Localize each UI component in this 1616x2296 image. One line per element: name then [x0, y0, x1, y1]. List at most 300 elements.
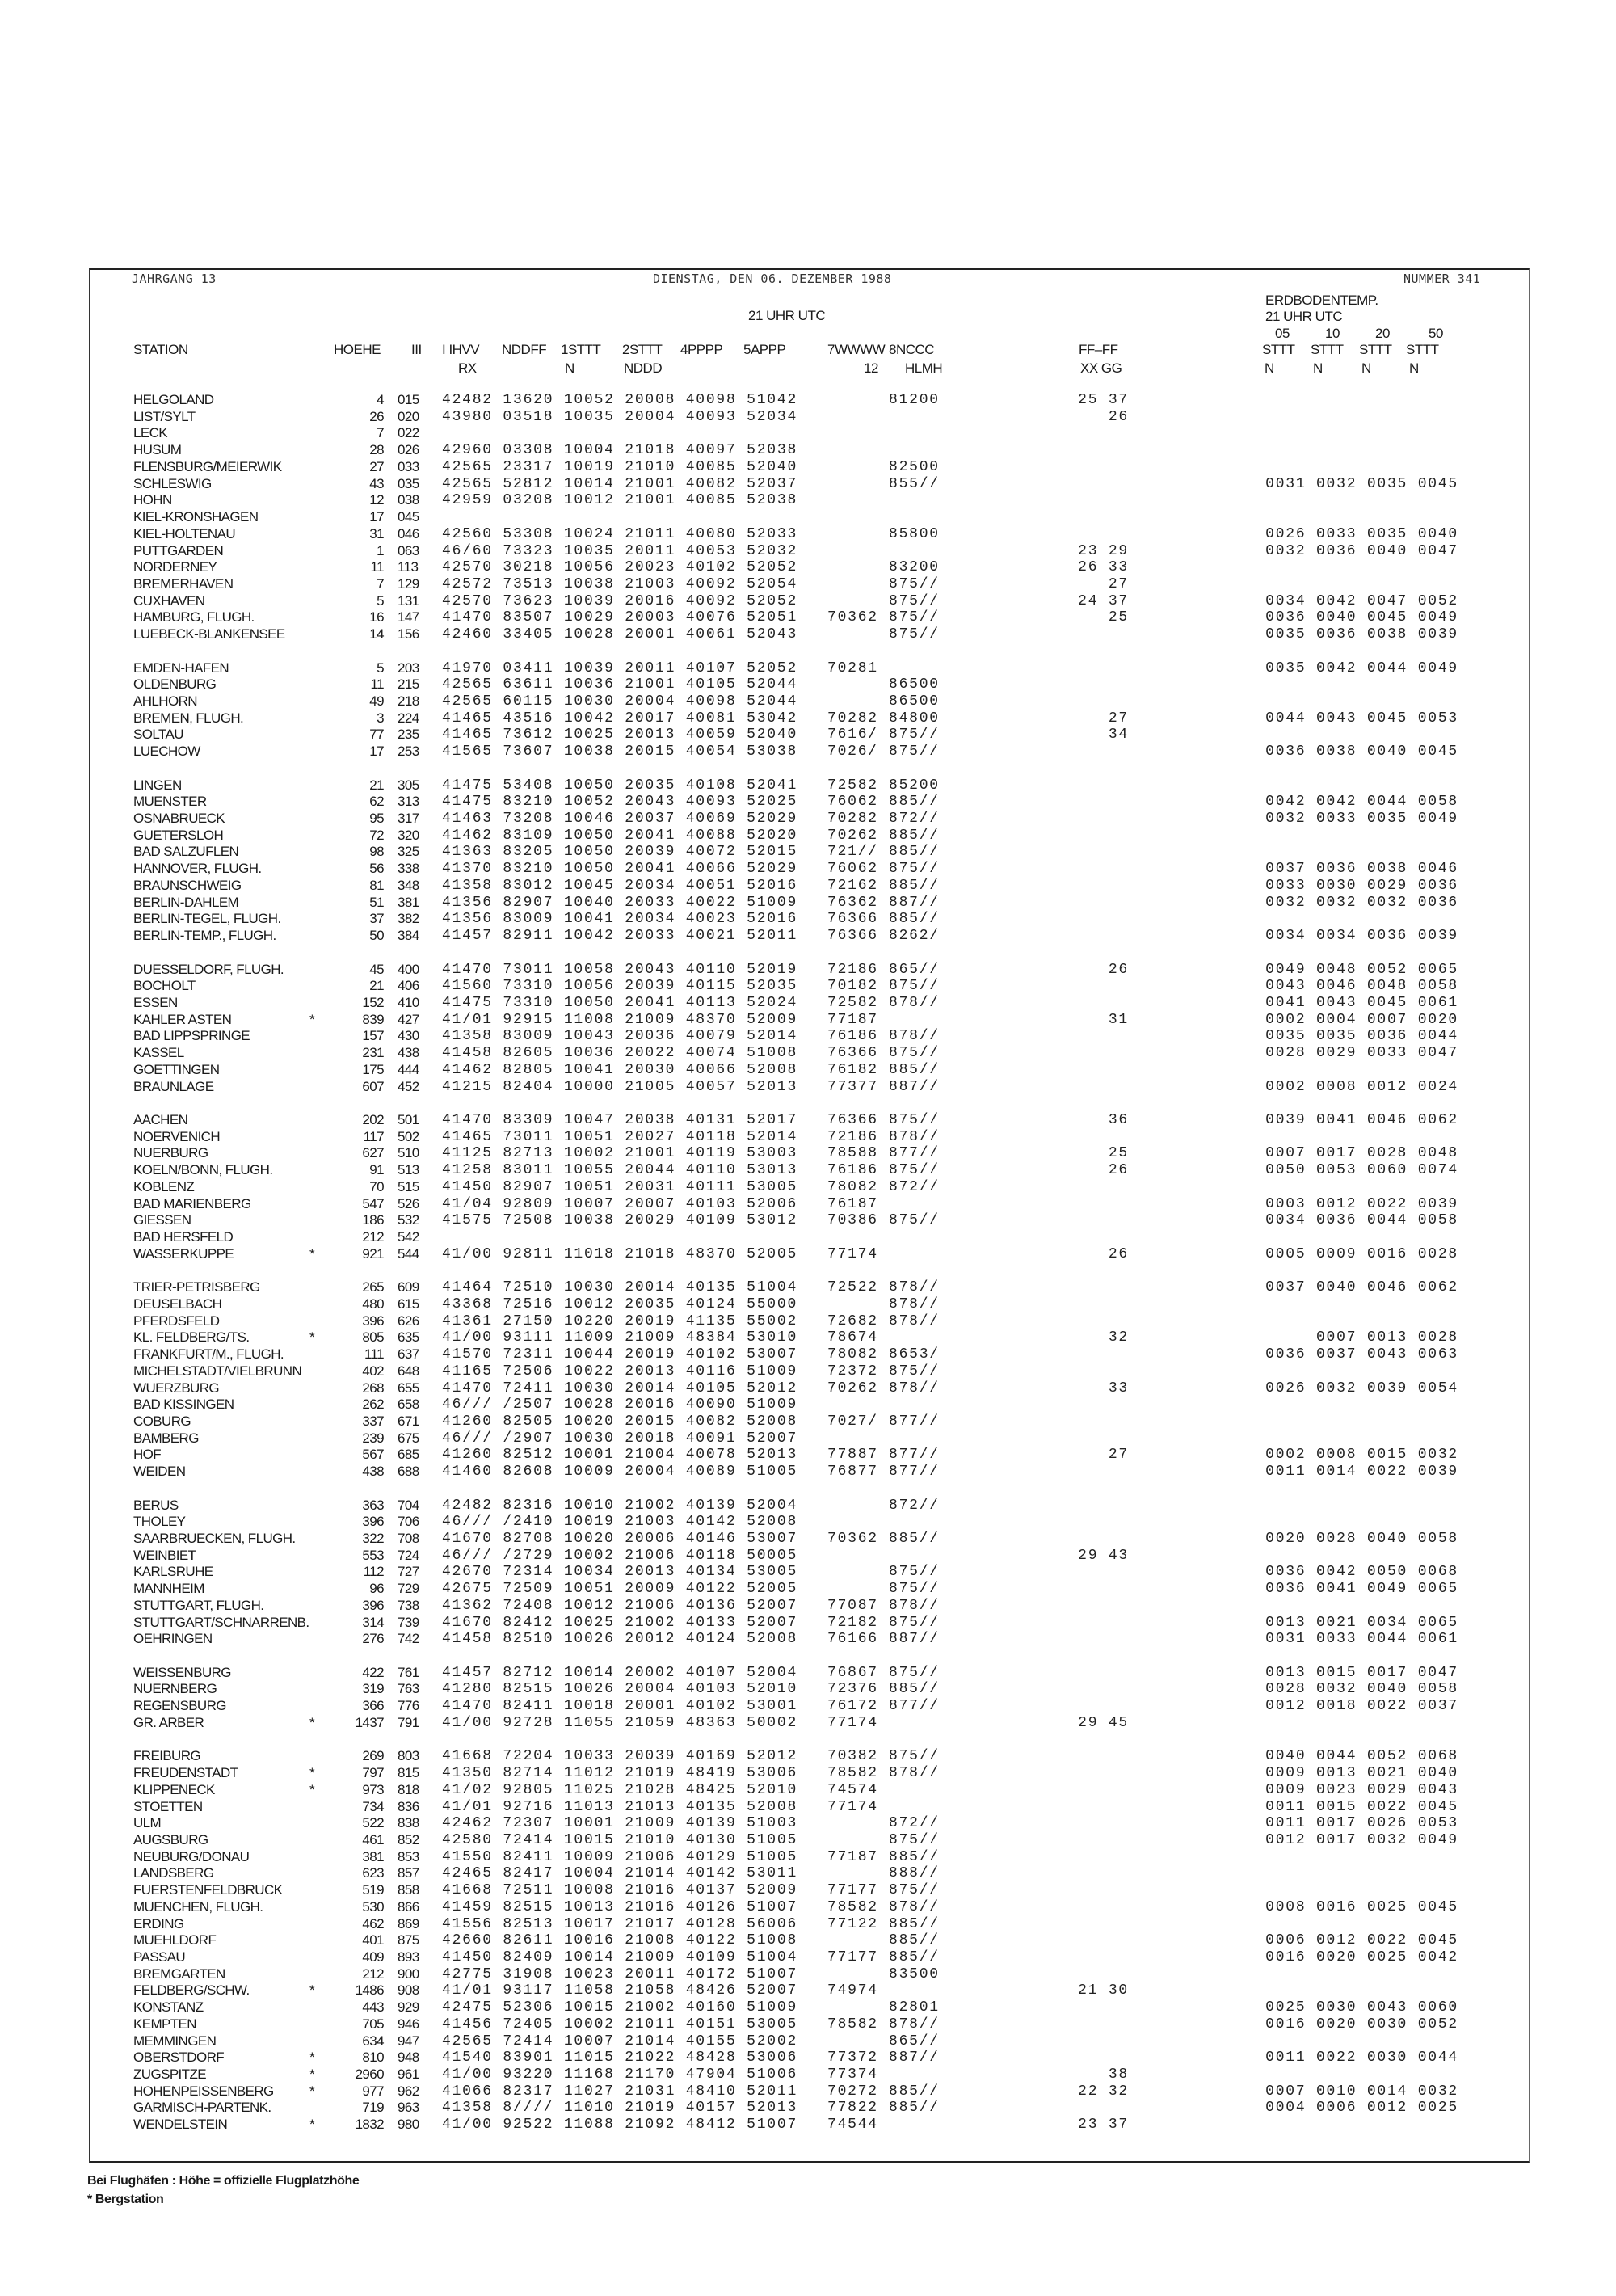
- table-row: [0, 861, 1616, 877]
- table-row: [0, 878, 1616, 894]
- table-row: [0, 609, 1616, 626]
- station-name: BAD LIPPSPRINGE: [133, 1028, 250, 1044]
- station-height: 734: [362, 1798, 384, 1814]
- weather-group: 77177: [827, 1949, 878, 1965]
- weather-group: 76366: [827, 928, 878, 944]
- cloud-group: 875//: [889, 1112, 940, 1128]
- station-name: LINGEN: [133, 777, 182, 793]
- table-row: [0, 593, 1616, 609]
- station-height: 202: [362, 1112, 384, 1127]
- station-id: 648: [398, 1363, 419, 1379]
- station-id: 818: [398, 1781, 419, 1797]
- soil-temperatures: 0036 0038 0040 0045: [1265, 744, 1458, 760]
- mountain-station-marker: *: [309, 2083, 315, 2099]
- station-id: 515: [398, 1178, 419, 1194]
- table-row: [0, 1162, 1616, 1178]
- synop-groups: 41356 82907 10040 20033 40022 51009: [442, 894, 798, 911]
- soil-depth-50: 50: [1429, 326, 1443, 341]
- soil-temperatures: 0003 0012 0022 0039: [1265, 1195, 1458, 1212]
- station-id: 444: [398, 1061, 419, 1077]
- station-name: FLENSBURG/MEIERWIK: [133, 458, 282, 474]
- station-name: SOLTAU: [133, 727, 183, 743]
- station-height: 607: [362, 1078, 384, 1094]
- wind-gusts: 36: [1108, 1112, 1129, 1128]
- station-name: BAD HERSFELD: [133, 1229, 234, 1245]
- table-row: [0, 811, 1616, 827]
- table-row: [0, 409, 1616, 425]
- table-row: [0, 828, 1616, 844]
- cloud-group: 885//: [889, 1531, 940, 1547]
- weather-group: 74974: [827, 1982, 878, 1999]
- station-name: KLIPPENECK: [133, 1781, 215, 1797]
- table-row: [0, 392, 1616, 408]
- synop-groups: 41/00 92811 11018 21018 48370 52005: [442, 1245, 798, 1262]
- weather-group: 77177: [827, 1882, 878, 1899]
- cloud-group: 82500: [889, 458, 940, 475]
- table-row: [0, 1079, 1616, 1095]
- station-height: 5: [377, 592, 384, 609]
- weather-group: 77374: [827, 2066, 878, 2083]
- station-name: LUECHOW: [133, 744, 200, 760]
- synop-groups: 41165 72506 10022 20013 40116 51009: [442, 1363, 798, 1380]
- station-height: 62: [369, 794, 384, 810]
- weather-group: 74544: [827, 2117, 878, 2134]
- soil-temperatures: 0005 0009 0016 0028: [1265, 1245, 1458, 1262]
- table-row: [0, 1028, 1616, 1044]
- station-id: 626: [398, 1312, 419, 1329]
- station-id: 235: [398, 727, 419, 743]
- table-row: [0, 660, 1616, 676]
- table-row: [0, 1665, 1616, 1681]
- wind-gusts: 29 43: [1078, 1547, 1129, 1564]
- synop-groups: 41670 82708 10020 20006 40146 53007: [442, 1531, 798, 1547]
- station-name: OBERSTDORF: [133, 2050, 225, 2066]
- wind-gusts: 22 32: [1078, 2083, 1129, 2100]
- station-name: FREUDENSTADT: [133, 1765, 238, 1780]
- synop-groups: 41280 82515 10026 20004 40103 52010: [442, 1681, 798, 1698]
- station-name: HOHENPEISSENBERG: [133, 2083, 274, 2099]
- wind-gusts: 27: [1108, 1447, 1129, 1464]
- table-row: [0, 1229, 1616, 1245]
- station-id: 502: [398, 1128, 419, 1144]
- station-height: 363: [362, 1497, 384, 1513]
- station-id: 803: [398, 1748, 419, 1764]
- station-name: MUEHLDORF: [133, 1932, 217, 1948]
- station-id: 542: [398, 1229, 419, 1245]
- table-row: [0, 543, 1616, 559]
- col-soil-10: STTT: [1311, 342, 1344, 357]
- station-id: 838: [398, 1815, 419, 1831]
- weather-group: 70282: [827, 710, 878, 727]
- mountain-station-marker: *: [309, 1714, 315, 1730]
- cloud-group: 885//: [889, 827, 940, 844]
- station-id: 348: [398, 877, 419, 893]
- synop-groups: 42465 82417 10004 21014 40142 53011: [442, 1865, 798, 1882]
- table-row: [0, 1413, 1616, 1430]
- station-name: BAMBERG: [133, 1430, 199, 1446]
- station-height: 11: [370, 559, 384, 575]
- synop-groups: 41462 83109 10050 20041 40088 52020: [442, 827, 798, 844]
- cloud-group: 885//: [889, 2083, 940, 2100]
- station-name: NOERVENICH: [133, 1128, 221, 1144]
- weather-group: 70272: [827, 2083, 878, 2100]
- station-name: KOBLENZ: [133, 1178, 195, 1194]
- station-id: 033: [398, 458, 419, 474]
- synop-groups: 42675 72509 10051 20009 40122 52005: [442, 1581, 798, 1598]
- station-id: 325: [398, 844, 419, 860]
- station-name: GR. ARBER: [133, 1714, 204, 1730]
- weather-group: 7027/: [827, 1413, 878, 1430]
- synop-groups: 41370 83210 10050 20041 40066 52029: [442, 861, 798, 878]
- soil-temperatures: 0028 0032 0040 0058: [1265, 1681, 1458, 1698]
- station-height: 81: [369, 877, 384, 893]
- col-soil-10-sub: N: [1313, 360, 1323, 376]
- weather-group: 76877: [827, 1464, 878, 1481]
- wind-gusts: 21 30: [1078, 1982, 1129, 1999]
- soil-temperatures: 0036 0041 0049 0065: [1265, 1581, 1458, 1598]
- cloud-group: 875//: [889, 978, 940, 995]
- weather-group: 78082: [827, 1178, 878, 1195]
- cloud-group: 888//: [889, 1865, 940, 1882]
- table-row: [0, 1982, 1616, 1999]
- wind-gusts: 23 37: [1078, 2117, 1129, 2134]
- station-height: 265: [362, 1279, 384, 1295]
- station-height: 443: [362, 1999, 384, 2016]
- table-row: [0, 1279, 1616, 1295]
- soil-temperatures: 0016 0020 0025 0042: [1265, 1949, 1458, 1965]
- station-height: 480: [362, 1295, 384, 1312]
- synop-groups: 41459 82515 10013 21016 40126 51007: [442, 1898, 798, 1915]
- synop-groups: 42580 72414 10015 21010 40130 51005: [442, 1831, 798, 1848]
- station-id: 869: [398, 1915, 419, 1932]
- wind-gusts: 26: [1108, 1245, 1129, 1262]
- station-height: 117: [363, 1128, 384, 1144]
- mountain-station-marker: *: [309, 2050, 315, 2066]
- station-name: LECK: [133, 425, 168, 441]
- table-row: [0, 2100, 1616, 2116]
- station-id: 739: [398, 1614, 419, 1630]
- station-name: WEISSENBURG: [133, 1664, 231, 1680]
- station-id: 526: [398, 1195, 419, 1211]
- wind-gusts: 29 45: [1078, 1714, 1129, 1731]
- weather-group: 7026/: [827, 744, 878, 760]
- station-id: 382: [398, 911, 419, 927]
- table-row: [0, 1916, 1616, 1932]
- cloud-group: 877//: [889, 1145, 940, 1162]
- soil-temperatures: 0002 0004 0007 0020: [1265, 1011, 1458, 1028]
- table-row: [0, 1698, 1616, 1714]
- synop-groups: 42775 31908 10023 20011 40172 51007: [442, 1965, 798, 1982]
- table-row: [0, 459, 1616, 475]
- col-soil-50: STTT: [1406, 342, 1439, 357]
- station-name: KARLSRUHE: [133, 1564, 213, 1580]
- synop-groups: 41363 83205 10050 20039 40072 52015: [442, 844, 798, 861]
- station-name: BERLIN-TEGEL, FLUGH.: [133, 911, 281, 927]
- station-id: 763: [398, 1681, 419, 1697]
- station-name: KIEL-HOLTENAU: [133, 525, 236, 541]
- station-name: NORDERNEY: [133, 559, 217, 575]
- station-name: BAD KISSINGEN: [133, 1397, 234, 1413]
- table-row: [0, 2083, 1616, 2100]
- soil-temperatures: 0039 0041 0046 0062: [1265, 1112, 1458, 1128]
- station-name: AHLHORN: [133, 693, 197, 709]
- station-height: 112: [363, 1564, 384, 1580]
- table-row: [0, 1246, 1616, 1262]
- soil-temperatures: 0006 0012 0022 0045: [1265, 1932, 1458, 1949]
- station-id: 305: [398, 777, 419, 793]
- station-name: REGENSBURG: [133, 1698, 226, 1714]
- weather-group: 76182: [827, 1061, 878, 1078]
- synop-groups: 41/00 93220 11168 21170 47904 51006: [442, 2066, 798, 2083]
- station-height: 530: [362, 1898, 384, 1915]
- station-height: 77: [369, 727, 384, 743]
- synop-groups: 41258 83011 10055 20044 40110 53013: [442, 1162, 798, 1179]
- table-row: [0, 1581, 1616, 1597]
- synop-groups: 42572 73513 10038 21003 40092 52054: [442, 575, 798, 592]
- station-id: 131: [398, 592, 419, 609]
- soil-temperatures: 0037 0036 0038 0046: [1265, 861, 1458, 878]
- station-name: KEMPTEN: [133, 2016, 196, 2032]
- station-height: 16: [369, 609, 384, 626]
- weather-group: 72522: [827, 1279, 878, 1296]
- weather-group: 76366: [827, 1045, 878, 1062]
- table-row: [0, 1631, 1616, 1647]
- station-height: 839: [362, 1011, 384, 1027]
- station-height: 553: [362, 1547, 384, 1563]
- station-id: 704: [398, 1497, 419, 1513]
- station-height: 17: [369, 509, 384, 524]
- station-name: STOETTEN: [133, 1798, 203, 1814]
- cloud-group: 875//: [889, 1664, 940, 1681]
- station-name: ESSEN: [133, 994, 178, 1010]
- cloud-group: 875//: [889, 626, 940, 643]
- cloud-group: 872//: [889, 1815, 940, 1832]
- station-name: BERUS: [133, 1497, 179, 1513]
- weather-group: 72682: [827, 1312, 878, 1329]
- station-id: 046: [398, 525, 419, 541]
- table-row: [0, 1514, 1616, 1530]
- cloud-group: 878//: [889, 1128, 940, 1145]
- col-nddff: NDDFF: [502, 342, 547, 357]
- station-id: 776: [398, 1698, 419, 1714]
- station-id: 501: [398, 1112, 419, 1127]
- station-id: 946: [398, 2016, 419, 2032]
- mountain-station-marker: *: [309, 2117, 315, 2133]
- station-id: 020: [398, 408, 419, 424]
- station-height: 3: [377, 710, 384, 726]
- cloud-group: 885//: [889, 2100, 940, 2117]
- station-id: 532: [398, 1212, 419, 1228]
- col-iii: III: [411, 342, 422, 357]
- station-name: GUETERSLOH: [133, 827, 224, 843]
- weather-group: 70282: [827, 811, 878, 827]
- synop-groups: 41470 73011 10058 20043 40110 52019: [442, 961, 798, 978]
- table-row: [0, 1932, 1616, 1948]
- station-name: PUTTGARDEN: [133, 542, 224, 558]
- table-row: [0, 1815, 1616, 1831]
- wind-gusts: 26: [1108, 961, 1129, 978]
- station-name: NUERBURG: [133, 1145, 208, 1161]
- station-id: 893: [398, 1949, 419, 1965]
- cloud-group: 875//: [889, 575, 940, 592]
- station-height: 1832: [355, 2117, 384, 2133]
- soil-temperatures: 0026 0033 0035 0040: [1265, 525, 1458, 542]
- station-id: 980: [398, 2117, 419, 2133]
- soil-temperatures: 0041 0043 0045 0061: [1265, 994, 1458, 1011]
- cloud-group: 878//: [889, 1898, 940, 1915]
- soil-temp-time: 21 UHR UTC: [1265, 309, 1343, 324]
- cloud-group: 875//: [889, 1045, 940, 1062]
- station-height: 322: [362, 1531, 384, 1546]
- soil-temperatures: 0016 0020 0030 0052: [1265, 2016, 1458, 2033]
- synop-groups: 42565 52812 10014 21001 40082 52037: [442, 475, 798, 492]
- synop-groups: 41/01 92915 11008 21009 48370 52009: [442, 1011, 798, 1028]
- table-row: [0, 1397, 1616, 1413]
- synop-groups: 41456 72405 10002 21011 40151 53005: [442, 2016, 798, 2033]
- table-row: [0, 1212, 1616, 1228]
- col-8nccc-sub: HLMH: [905, 360, 943, 376]
- mountain-station-marker: *: [309, 1982, 315, 1999]
- soil-temperatures: 0036 0037 0043 0063: [1265, 1346, 1458, 1363]
- mountain-station-marker: *: [309, 1011, 315, 1027]
- station-id: 727: [398, 1564, 419, 1580]
- table-row: [0, 710, 1616, 727]
- table-row: [0, 1615, 1616, 1631]
- synop-groups: 41066 82317 11027 21031 48410 52011: [442, 2083, 798, 2100]
- weather-group: 76187: [827, 1195, 878, 1212]
- station-name: KOELN/BONN, FLUGH.: [133, 1162, 273, 1178]
- soil-temperatures: 0011 0015 0022 0045: [1265, 1798, 1458, 1815]
- cloud-group: 878//: [889, 1765, 940, 1781]
- wind-gusts: 23 29: [1078, 542, 1129, 559]
- wind-gusts: 26 33: [1078, 559, 1129, 576]
- station-id: 963: [398, 2100, 419, 2116]
- station-id: 224: [398, 710, 419, 726]
- station-id: 215: [398, 676, 419, 693]
- station-height: 152: [362, 994, 384, 1010]
- table-row: [0, 1313, 1616, 1329]
- station-height: 519: [362, 1882, 384, 1898]
- cloud-group: 875//: [889, 609, 940, 626]
- station-height: 111: [364, 1346, 384, 1362]
- table-row: [0, 1045, 1616, 1061]
- station-name: HANNOVER, FLUGH.: [133, 861, 262, 877]
- col-soil-50-sub: N: [1409, 360, 1419, 376]
- station-name: WASSERKUPPE: [133, 1245, 234, 1262]
- table-row: [0, 476, 1616, 492]
- synop-groups: 42560 53308 10024 21011 40080 52033: [442, 525, 798, 542]
- station-height: 268: [362, 1380, 384, 1396]
- station-name: AUGSBURG: [133, 1831, 208, 1847]
- station-name: LIST/SYLT: [133, 408, 196, 424]
- table-row: [0, 844, 1616, 860]
- cloud-group: 878//: [889, 1279, 940, 1296]
- soil-temperatures: 0002 0008 0015 0032: [1265, 1447, 1458, 1464]
- synop-groups: 41358 8//// 11010 21019 40157 52013: [442, 2100, 798, 2117]
- wind-gusts: 25: [1108, 609, 1129, 626]
- synop-groups: 41460 82608 10009 20004 40089 51005: [442, 1464, 798, 1481]
- table-row: [0, 1949, 1616, 1965]
- soil-temperatures: 0012 0018 0022 0037: [1265, 1698, 1458, 1715]
- table-row: [0, 1363, 1616, 1380]
- col-ihvv-sub: RX: [458, 360, 477, 376]
- synop-groups: 41550 82411 10009 21006 40129 51005: [442, 1848, 798, 1865]
- soil-temperatures: 0044 0043 0045 0053: [1265, 710, 1458, 727]
- cloud-group: 8262/: [889, 928, 940, 944]
- table-row: [0, 2050, 1616, 2066]
- wind-gusts: 26: [1108, 408, 1129, 425]
- table-row: [0, 1966, 1616, 1982]
- table-row: [0, 492, 1616, 508]
- soil-temperatures: 0035 0036 0038 0039: [1265, 626, 1458, 643]
- synop-groups: 41556 82513 10017 21017 40128 56006: [442, 1915, 798, 1932]
- station-name: HOHN: [133, 492, 172, 508]
- synop-groups: 43368 72516 10012 20035 40124 55000: [442, 1295, 798, 1312]
- station-name: LUEBECK-BLANKENSEE: [133, 626, 285, 642]
- synop-groups: 41361 27150 10220 20019 41135 55002: [442, 1312, 798, 1329]
- table-row: [0, 442, 1616, 458]
- weather-group: 70382: [827, 1748, 878, 1765]
- station-height: 4: [377, 392, 384, 407]
- weather-group: 78582: [827, 1765, 878, 1781]
- station-name: SAARBRUECKEN, FLUGH.: [133, 1531, 296, 1546]
- station-height: 1486: [355, 1982, 384, 1999]
- station-id: 129: [398, 575, 419, 592]
- table-row: [0, 911, 1616, 927]
- station-id: 724: [398, 1547, 419, 1563]
- station-id: 738: [398, 1597, 419, 1613]
- weather-group: 77187: [827, 1011, 878, 1028]
- station-id: 317: [398, 811, 419, 826]
- soil-temperatures: 0007 0010 0014 0032: [1265, 2083, 1458, 2100]
- station-height: 21: [369, 978, 384, 994]
- cloud-group: 885//: [889, 877, 940, 894]
- station-name: MANNHEIM: [133, 1581, 204, 1597]
- station-id: 853: [398, 1848, 419, 1864]
- soil-temperatures: 0011 0014 0022 0039: [1265, 1464, 1458, 1481]
- table-row: [0, 1179, 1616, 1195]
- station-height: 422: [362, 1664, 384, 1680]
- station-name: KAHLER ASTEN: [133, 1011, 232, 1027]
- weather-group: 76366: [827, 911, 878, 928]
- cloud-group: 887//: [889, 894, 940, 911]
- synop-groups: 46/// /2507 10028 20016 40090 51009: [442, 1397, 798, 1413]
- cloud-group: 875//: [889, 727, 940, 744]
- soil-temperatures: 0034 0034 0036 0039: [1265, 928, 1458, 944]
- station-height: 438: [362, 1464, 384, 1480]
- col-station: STATION: [133, 342, 188, 357]
- station-name: SCHLESWIG: [133, 475, 212, 491]
- station-name: BERLIN-DAHLEM: [133, 894, 239, 910]
- table-row: [0, 509, 1616, 525]
- station-id: 156: [398, 626, 419, 642]
- station-height: 17: [369, 744, 384, 760]
- soil-temperatures: 0032 0032 0032 0036: [1265, 894, 1458, 911]
- weather-group: 76867: [827, 1664, 878, 1681]
- cloud-group: 875//: [889, 1748, 940, 1765]
- station-id: 427: [398, 1011, 419, 1027]
- weather-group: 72376: [827, 1681, 878, 1698]
- station-id: 961: [398, 2066, 419, 2082]
- station-height: 705: [362, 2016, 384, 2032]
- synop-groups: 46/// /2907 10030 20018 40091 52007: [442, 1430, 798, 1447]
- soil-temperatures: 0034 0036 0044 0058: [1265, 1212, 1458, 1229]
- station-height: 276: [362, 1631, 384, 1647]
- table-row: [0, 1999, 1616, 2016]
- synop-groups: 41462 82805 10041 20030 40066 52008: [442, 1061, 798, 1078]
- synop-groups: 42565 60115 10030 20004 40098 52044: [442, 693, 798, 710]
- table-row: [0, 995, 1616, 1011]
